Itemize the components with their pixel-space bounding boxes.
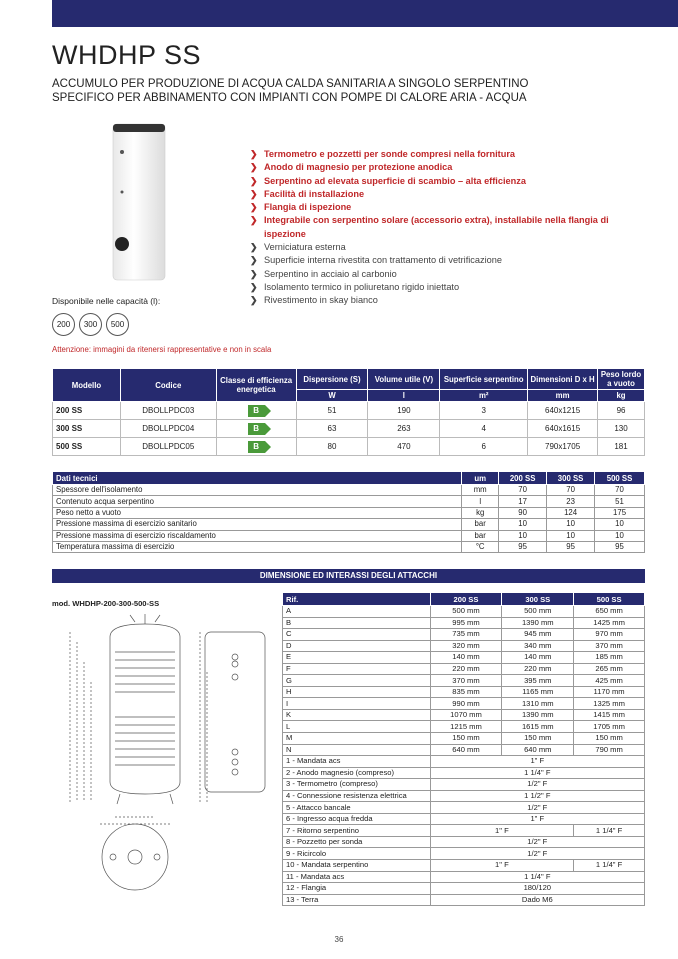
technical-drawing — [55, 612, 280, 912]
col-codice: Codice — [120, 369, 216, 402]
subtitle-line-1: ACCUMULO PER PRODUZIONE DI ACQUA CALDA SANITARIA A SINGOLO SERPENTINO — [52, 78, 529, 90]
table-row: D 320 mm 340 mm 370 mm — [283, 640, 645, 652]
table-row: Peso netto a vuoto kg 90 124 175 — [53, 507, 645, 518]
feature-item: ❯ Rivestimento in skay bianco — [250, 295, 378, 306]
table-row: 12 - Flangia 180/120 — [283, 883, 645, 895]
feature-item: ❯ Isolamento termico in poliuretano rigido iniettato — [250, 281, 460, 292]
col-superficie: Superficie serpentino — [440, 369, 528, 390]
table-row: 10 - Mandata serpentino 1" F 1 1/4" F — [283, 860, 645, 872]
page-subtitle — [52, 77, 652, 105]
capacity-badge: 200 — [52, 313, 75, 336]
col-modello: Modello — [53, 369, 121, 402]
tech-data-table: Dati tecnici um 200 SS 300 SS 500 SS Spessore dell'isolamento mm 70 70 70 Contenuto acqua serpentino l 17 23 51 Peso netto a vuoto kg 90 124 175 Pressione massima di esercizio sanitario bar 10 10 10 Pressione massima di esercizio riscaldamento bar 10 10 10 Temperatura massima di esercizio °C 95 95 95 — [52, 471, 645, 553]
col-classe: Classe di efficienza energetica — [216, 369, 296, 402]
unit-dispersione: W — [296, 390, 368, 402]
energy-class-badge: B — [248, 441, 265, 453]
table-row: 500 SS DBOLLPDC05 B 80 470 6 790x1705 181 — [53, 438, 645, 456]
table-row: 2 - Anodo magnesio (compreso) 1 1/4" F — [283, 767, 645, 779]
table-row: K 1070 mm 1390 mm 1415 mm — [283, 709, 645, 721]
table-row: B 995 mm 1390 mm 1425 mm — [283, 617, 645, 629]
table-row: E 140 mm 140 mm 185 mm — [283, 652, 645, 664]
unit-peso: kg — [598, 390, 645, 402]
dimension-section-title: DIMENSIONE ED INTERASSI DEGLI ATTACCHI — [52, 569, 645, 583]
feature-highlight: ❯ Termometro e pozzetti per sonde compresi nella fornitura — [250, 149, 515, 159]
table-row: 11 - Mandata acs 1 1/4" F — [283, 871, 645, 883]
energy-class-badge: B — [248, 423, 265, 435]
feature-item: ❯ Serpentino in acciaio al carbonio — [250, 268, 397, 279]
feature-highlight: ❯ Flangia di ispezione — [250, 202, 352, 213]
capacity-list — [52, 313, 129, 336]
table-row: 3 - Termometro (compreso) 1/2" F — [283, 779, 645, 791]
feature-highlight: ❯ Serpentino ad elevata superficie di scambio – alta efficienza — [250, 175, 526, 186]
subtitle-line-2: SPECIFICO PER ABBINAMENTO CON IMPIANTI CON POMPE DI CALORE ARIA - ACQUA — [52, 92, 527, 104]
table-row: M 150 mm 150 mm 150 mm — [283, 733, 645, 745]
table-row: I 990 mm 1310 mm 1325 mm — [283, 698, 645, 710]
col-volume: Volume utile (V) — [368, 369, 440, 390]
feature-highlight: ❯ Integrabile con serpentino solare (accessorio extra), installabile nella flangia di ispezione — [250, 215, 609, 239]
col-dimensioni: Dimensioni D x H — [528, 369, 598, 390]
table-row: Contenuto acqua serpentino l 17 23 51 — [53, 496, 645, 507]
tank-product-image — [112, 122, 166, 282]
table-row: 9 - Ricircolo 1/2" F — [283, 848, 645, 860]
unit-superficie: m² — [440, 390, 528, 402]
table-row: Pressione massima di esercizio sanitario bar 10 10 10 — [53, 519, 645, 530]
feature-highlight: ❯ Anodo di magnesio per protezione anodica — [250, 162, 453, 173]
table-row: 13 - Terra Dado M6 — [283, 894, 645, 906]
table-row: 8 - Pozzetto per sonda 1/2" F — [283, 836, 645, 848]
warning-note: Attenzione: immagini da ritenersi rappresentative e non in scala — [52, 345, 272, 354]
table-row: 1 - Mandata acs 1" F — [283, 756, 645, 768]
models-table — [52, 368, 645, 456]
availability-label: Disponibile nelle capacità (l): — [52, 296, 161, 306]
table-row: H 835 mm 1165 mm 1170 mm — [283, 686, 645, 698]
energy-class-badge: B — [248, 405, 265, 417]
feature-item: ❯ Verniciatura esterna — [250, 242, 346, 253]
table-row: 7 - Ritorno serpentino 1" F 1 1/4" F — [283, 825, 645, 837]
unit-dimensioni: mm — [528, 390, 598, 402]
col-dispersione: Dispersione (S) — [296, 369, 368, 390]
top-bar — [52, 0, 678, 27]
table-row: Pressione massima di esercizio riscaldamento bar 10 10 10 — [53, 530, 645, 541]
table-row: 300 SS DBOLLPDC04 B 63 263 4 640x1615 130 — [53, 420, 645, 438]
table-row: Spessore dell'isolamento mm 70 70 70 — [53, 485, 645, 496]
col-peso: Peso lordo a vuoto — [598, 369, 645, 390]
table-row: 4 - Connessione resistenza elettrica 1 1/2" F — [283, 790, 645, 802]
table-row: F 220 mm 220 mm 265 mm — [283, 663, 645, 675]
capacity-badge: 300 — [79, 313, 102, 336]
feature-item: ❯ Superficie interna rivestita con trattamento di vetrificazione — [250, 255, 502, 266]
unit-volume: l — [368, 390, 440, 402]
capacity-badge: 500 — [106, 313, 129, 336]
model-drawing-label: mod. WHDHP-200-300-500-SS — [52, 599, 160, 608]
table-row: Temperatura massima di esercizio °C 95 95 95 — [53, 541, 645, 552]
table-row: 200 SS DBOLLPDC03 B 51 190 3 640x1215 96 — [53, 402, 645, 420]
feature-list — [250, 148, 650, 308]
table-row: C 735 mm 945 mm 970 mm — [283, 629, 645, 641]
table-row: 5 - Attacco bancale 1/2" F — [283, 802, 645, 814]
table-row: 6 - Ingresso acqua fredda 1" F — [283, 813, 645, 825]
table-row: L 1215 mm 1615 mm 1705 mm — [283, 721, 645, 733]
feature-highlight: ❯ Facilità di installazione — [250, 188, 365, 199]
page-title: WHDHP SS — [52, 40, 202, 70]
table-row: N 640 mm 640 mm 790 mm — [283, 744, 645, 756]
dimensions-table: Rif. 200 SS 300 SS 500 SS A 500 mm 500 mm 650 mm B 995 mm 1390 mm 1425 mm C 735 mm 945 mm 970 mm D 320 mm 340 mm 370 mm E 140 mm 140 mm 185 mm F 220 mm 220 mm 265 mm G 370 mm 395 mm 425 mm H 835 mm 1165 mm 1170 mm I 990 mm 1310 mm 1325 mm K 1070 mm 1390 mm 1415 mm L 1215 mm 1615 mm 1705 mm M 150 mm 150 mm 150 mm N 640 mm 640 mm 790 mm 1 - Mandata acs 1" F 2 - Anodo magnesio (compreso) 1 1/4" F 3 - Termometro (compreso) 1/2" F 4 - Connessione resistenza elettrica 1 1/2" F 5 - Attacco bancale 1/2" F 6 - Ingresso acqua fredda 1" F 7 - Ritorno serpentino 1" F 1 1/4" F 8 - Pozzetto per sonda 1/2" F 9 - Ricircolo 1/2" F 10 - Mandata serpentino 1" F 1 1/4" F 11 - Mandata acs 1 1/4" F 12 - Flangia 180/120 13 - Terra Dado M6 — [282, 592, 645, 906]
table-row: G 370 mm 395 mm 425 mm — [283, 675, 645, 687]
page-number: 36 — [334, 935, 344, 944]
table-row: A 500 mm 500 mm 650 mm — [283, 606, 645, 618]
